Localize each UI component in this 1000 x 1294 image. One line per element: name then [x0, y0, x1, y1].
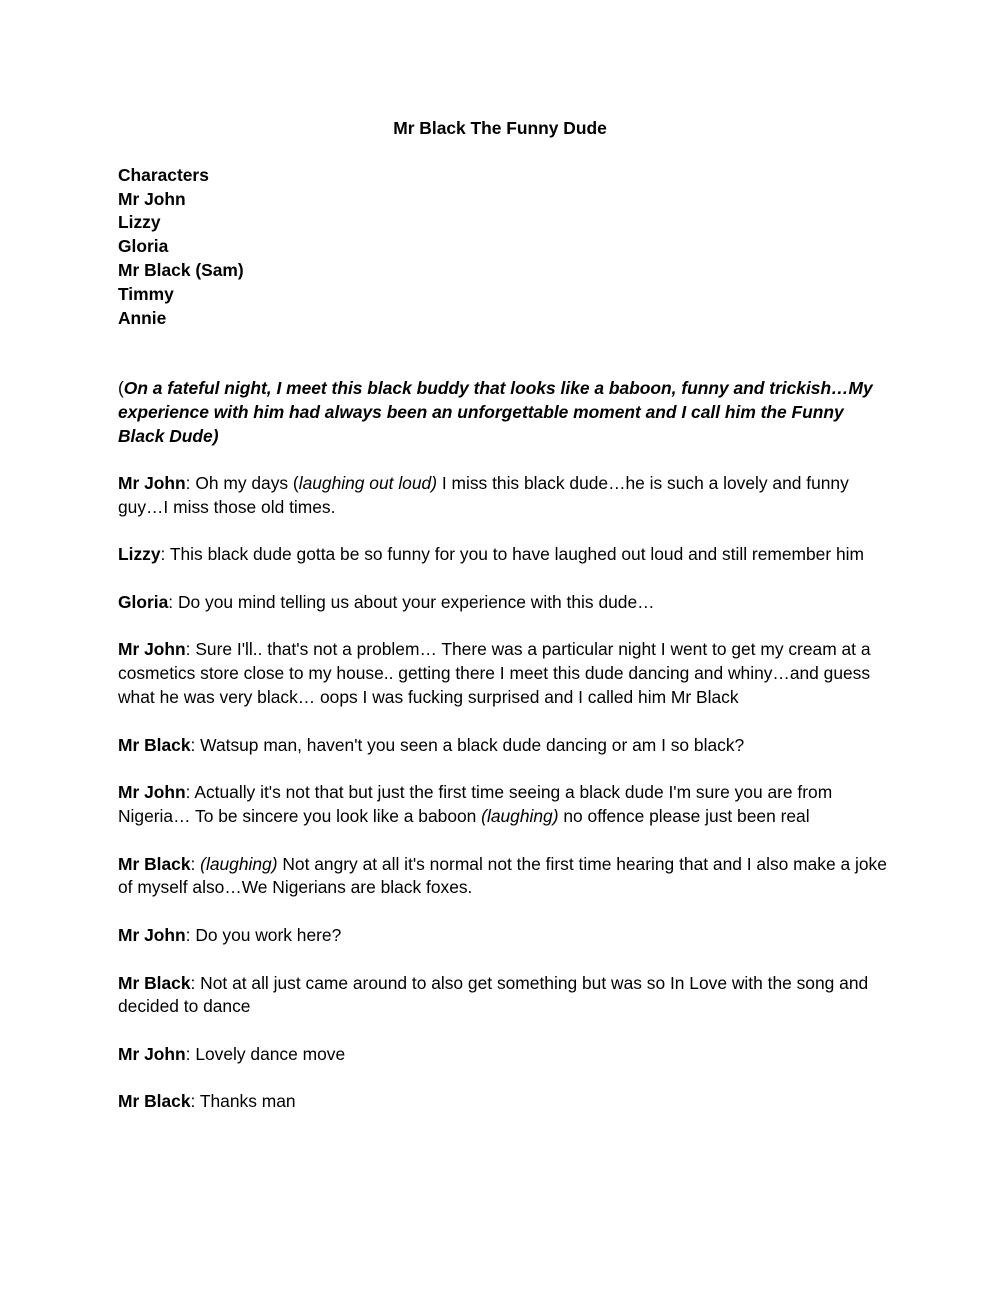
dialogue-speaker: Lizzy [118, 544, 161, 565]
dialogue-speaker: Mr John [118, 472, 186, 493]
stage-direction: (laughing) [481, 805, 559, 826]
dialogue-separator: : [190, 734, 201, 755]
dialogue-separator: : [185, 639, 196, 660]
dialogue-separator: : [190, 853, 201, 874]
document-page [118, 117, 888, 1138]
character-name: Gloria [118, 236, 169, 257]
dialogue-separator: : [190, 1091, 200, 1112]
dialogue-separator: : [185, 472, 196, 493]
dialogue [118, 472, 888, 1115]
dialogue-line [118, 543, 888, 567]
dialogue-text: This black dude gotta be so funny for you to have laughed out loud and still remember him [169, 544, 864, 565]
dialogue-text: Sure I'll.. that's not a problem… There was a particular night I went to get my cream at a cosmetics store close to my house.. getting there I meet this dude dancing and whiny…and guess what he was very black… oops I was fucking surprised and I called him Mr Black [118, 639, 871, 707]
dialogue-speaker: Mr Black [118, 853, 191, 874]
character-name: Annie [118, 307, 167, 328]
stage-direction: (laughing) [200, 853, 278, 874]
dialogue-speaker: Mr John [118, 782, 186, 803]
scene-intro [118, 377, 888, 448]
intro-open-paren: ( [118, 378, 124, 399]
dialogue-text: Watsup man, haven't you seen a black dude dancing or am I so black? [200, 734, 745, 755]
dialogue-text: I miss this black dude…he is such a lovely and funny guy…I miss those old times. [118, 472, 849, 517]
dialogue-speaker: Mr Black [118, 734, 191, 755]
dialogue-text: Thanks man [199, 1091, 296, 1112]
dialogue-separator: : [185, 924, 196, 945]
dialogue-text: Lovely dance move [195, 1043, 346, 1064]
dialogue-text: Do you work here? [195, 924, 342, 945]
dialogue-text: Do you mind telling us about your experience with this dude… [177, 591, 655, 612]
character-name: Mr Black (Sam) [118, 259, 244, 280]
dialogue-line [118, 781, 888, 829]
dialogue-line [118, 734, 888, 758]
intro-text: On a fateful night, I meet this black buddy that looks like a baboon, funny and trickish…My experience with him had always been an unforgettable moment and I call him the Funny Black Dude) [118, 378, 873, 446]
dialogue-speaker: Mr John [118, 1043, 186, 1064]
characters-heading: Characters [118, 164, 209, 185]
dialogue-line [118, 1043, 888, 1067]
stage-direction: laughing out loud) [298, 472, 437, 493]
dialogue-separator: : [185, 1043, 196, 1064]
characters-list [118, 164, 888, 331]
dialogue-speaker: Mr John [118, 639, 186, 660]
character-name: Lizzy [118, 212, 161, 233]
dialogue-separator: : [160, 544, 170, 565]
character-name: Mr John [118, 188, 186, 209]
dialogue-speaker: Mr Black [118, 972, 191, 993]
dialogue-line [118, 591, 888, 615]
dialogue-text: Not angry at all it's normal not the first time hearing that and I also make a joke of myself also…We Nigerians are black foxes. [118, 853, 887, 898]
dialogue-speaker: Mr Black [118, 1091, 191, 1112]
document-title: Mr Black The Funny Dude [393, 118, 607, 138]
dialogue-line [118, 472, 888, 520]
dialogue-line [118, 638, 888, 709]
dialogue-line [118, 972, 888, 1020]
dialogue-speaker: Mr John [118, 924, 186, 945]
dialogue-line [118, 1090, 888, 1114]
dialogue-text: no offence please just been real [558, 805, 810, 826]
dialogue-separator: : [168, 591, 178, 612]
dialogue-text: Not at all just came around to also get something but was so In Love with the song and decided to dance [118, 972, 869, 1017]
dialogue-line [118, 853, 888, 901]
dialogue-speaker: Gloria [118, 591, 169, 612]
dialogue-text: Oh my days ( [195, 472, 299, 493]
dialogue-separator: : [190, 972, 201, 993]
dialogue-separator: : [185, 782, 195, 803]
dialogue-line [118, 924, 888, 948]
dialogue-text: Actually it's not that but just the first time seeing a black dude I'm sure you are from Nigeria… To be sincere you look like a baboon [118, 782, 833, 826]
character-name: Timmy [118, 283, 174, 304]
